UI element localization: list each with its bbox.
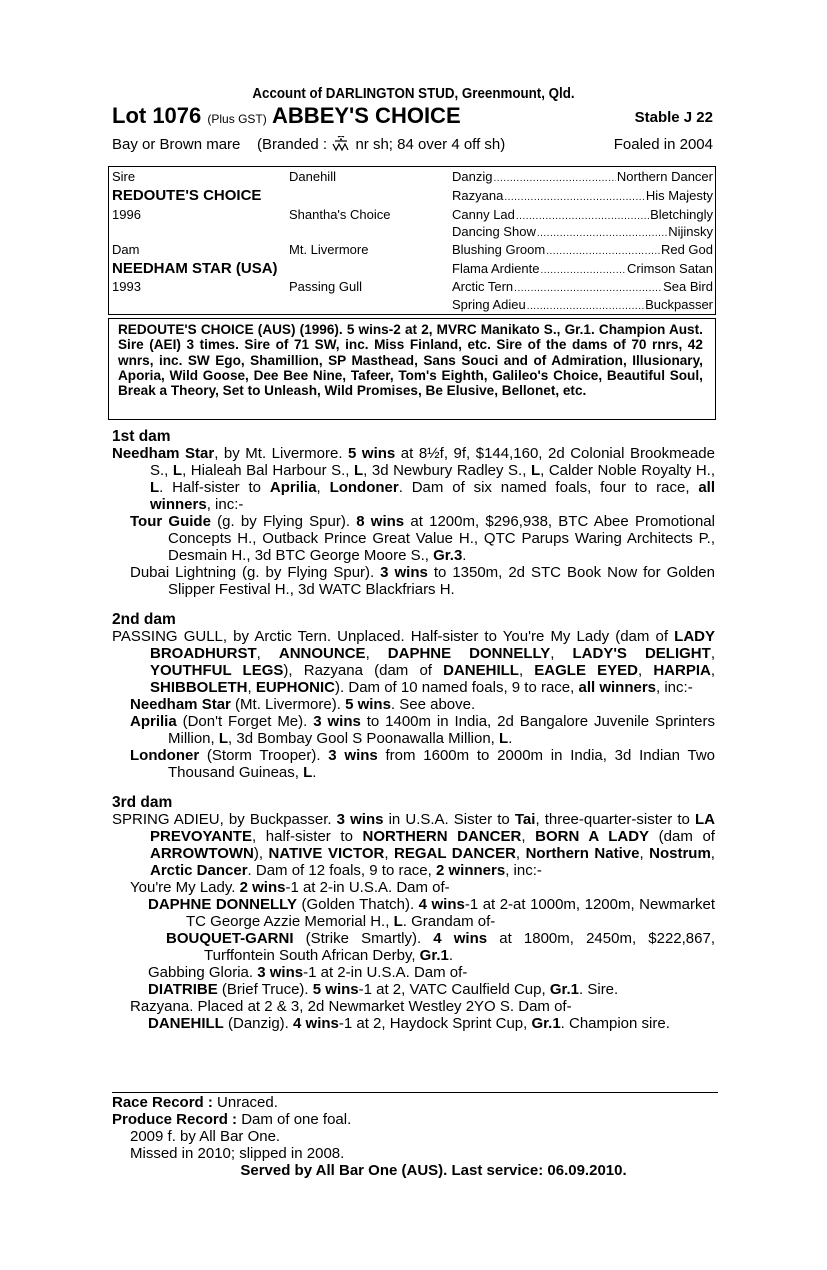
produce-record-label: Produce Record : xyxy=(112,1111,238,1128)
leader-dots xyxy=(516,211,649,222)
bold-run: Needham Star xyxy=(112,445,215,462)
bold-run: EAGLE EYED xyxy=(534,662,638,679)
service-note: Served by All Bar One (AUS). Last service: 06.09.2010. xyxy=(240,1162,627,1179)
sire-year: 1996 xyxy=(112,207,141,222)
bold-run: DIATRIBE xyxy=(148,981,218,998)
lot-title xyxy=(112,103,461,129)
bold-run: 4 wins xyxy=(433,930,488,947)
bold-run: LADY BROADHURST xyxy=(150,628,715,662)
stable-code: Stable J 22 xyxy=(634,109,713,126)
bold-run: L xyxy=(499,730,509,747)
description-line xyxy=(112,136,713,153)
bold-run: SHIBBOLETH xyxy=(150,679,248,696)
third-gen-right: His Majesty xyxy=(645,188,713,203)
bold-run: Londoner xyxy=(130,747,200,764)
bold-run: 3 wins xyxy=(380,564,428,581)
progeny-entry: Razyana. Placed at 2 & 3, 2d Newmarket Westley 2YO S. Dam of- xyxy=(130,998,572,1015)
family-content xyxy=(112,428,715,1032)
third-gen-row xyxy=(452,279,713,294)
bold-run: HARPIA xyxy=(653,662,711,679)
third-gen-right: Bletchingly xyxy=(650,207,713,222)
dam-sire: Mt. Livermore xyxy=(289,242,369,257)
bold-run: LA PREVOYANTE xyxy=(150,811,715,845)
race-record-value: Unraced. xyxy=(217,1094,278,1111)
third-gen-row xyxy=(452,297,713,312)
brand-mark-icon xyxy=(331,136,351,152)
third-gen-right: Nijinsky xyxy=(668,224,713,239)
bold-run: 4 wins xyxy=(293,1015,339,1032)
bold-run: 5 wins xyxy=(348,445,396,462)
third-gen-left: Spring Adieu xyxy=(452,297,526,312)
bold-run: Aprilia xyxy=(130,713,177,730)
bold-run: Northern Native xyxy=(525,845,640,862)
leader-dots xyxy=(546,246,660,257)
section-heading-1st-dam: 1st dam xyxy=(112,428,171,445)
race-record xyxy=(112,1094,715,1111)
progeny-entry: Needham Star (Mt. Livermore). 5 wins. See above. xyxy=(130,696,476,713)
bold-run: Gr.1 xyxy=(419,947,449,964)
third-gen-left: Razyana xyxy=(452,188,504,203)
bold-run: YOUTHFUL LEGS xyxy=(150,662,284,679)
plus-gst-note: (Plus GST) xyxy=(207,112,267,126)
bold-run: Tour Guide xyxy=(130,513,211,530)
progeny-entry: DAPHNE DONNELLY (Golden Thatch). 4 wins-1 at 2-at 1000m, 1200m, Newmarket TC George Azzie Memorial H., L. Grandam of- xyxy=(148,896,715,930)
bold-run: LADY'S DELIGHT xyxy=(572,645,711,662)
progeny-entry: Dubai Lightning (g. by Flying Spur). 3 wins to 1350m, 2d STC Book Now for Golden Slipper Festival H., 3d WATC Blackfriars H. xyxy=(130,564,715,598)
third-gen-right: Sea Bird xyxy=(663,279,713,294)
description-suffix: nr sh; 84 over 4 off sh) xyxy=(355,136,506,153)
pedigree-table xyxy=(108,166,716,315)
progeny-entry: Tour Guide (g. by Flying Spur). 8 wins at 1200m, $296,938, BTC Abee Promotional Concepts H., Outback Prince Great Value H., QTC Parups Waring Architects P., Desmain H., 3d BTC George Moore S., Gr.3. xyxy=(130,513,715,564)
lot-number: Lot 1076 xyxy=(112,103,202,128)
bold-run: 5 wins xyxy=(312,981,359,998)
bold-run: 3 wins xyxy=(336,811,384,828)
leader-dots xyxy=(504,192,645,203)
third-gen-row xyxy=(452,261,713,276)
bold-run: 2 wins xyxy=(239,879,286,896)
bold-run: DAPHNE DONNELLY xyxy=(387,645,551,662)
bold-run: Nostrum xyxy=(649,845,711,862)
bold-run: BORN A LADY xyxy=(535,828,650,845)
bold-run: Londoner xyxy=(329,479,399,496)
bold-run: EUPHONIC xyxy=(255,679,336,696)
third-gen-row xyxy=(452,188,713,203)
bold-run: DANEHILL xyxy=(148,1015,224,1032)
bold-run: all winners xyxy=(150,479,716,513)
third-gen-row xyxy=(452,242,713,257)
lot-header xyxy=(112,103,713,131)
section-heading-2nd-dam: 2nd dam xyxy=(112,611,176,628)
third-gen-row xyxy=(452,207,713,222)
bold-run: all winners xyxy=(578,679,657,696)
progeny-entry: Londoner (Storm Trooper). 3 wins from 1600m to 2000m in India, 3d Indian Two Thousand Guineas, L. xyxy=(130,747,715,781)
produce-record-value: Dam of one foal. xyxy=(241,1111,352,1128)
leader-dots xyxy=(527,301,644,312)
bold-run: L xyxy=(354,462,364,479)
dam-label: Dam xyxy=(112,242,140,257)
records-footer xyxy=(112,1094,715,1179)
third-gen-left: Canny Lad xyxy=(452,207,515,222)
bold-run: 3 wins xyxy=(257,964,304,981)
bold-run: L xyxy=(172,462,183,479)
third-gen-left: Blushing Groom xyxy=(452,242,546,257)
third-gen-left: Flama Ardiente xyxy=(452,261,540,276)
bold-run: Gr.1 xyxy=(531,1015,561,1032)
progeny-entry: You're My Lady. 2 wins-1 at 2-in U.S.A. Dam of- xyxy=(130,879,450,896)
bold-run: 3 wins xyxy=(313,713,361,730)
bold-run: Aprilia xyxy=(269,479,317,496)
progeny-entry: Gabbing Gloria. 3 wins-1 at 2-in U.S.A. Dam of- xyxy=(148,964,468,981)
leader-dots xyxy=(537,228,667,239)
bold-run: 8 wins xyxy=(356,513,405,530)
leader-dots xyxy=(493,173,615,184)
dam-name: NEEDHAM STAR (USA) xyxy=(112,260,278,277)
third-gen-left: Dancing Show xyxy=(452,224,536,239)
third-gen-right: Red God xyxy=(660,242,713,257)
dam-dam: Passing Gull xyxy=(289,279,362,294)
progeny-entry: DIATRIBE (Brief Truce). 5 wins-1 at 2, VATC Caulfield Cup, Gr.1. Sire. xyxy=(148,981,619,998)
dam-entry: SPRING ADIEU, by Buckpasser. 3 wins in U.S.A. Sister to Tai, three-quarter-sister to LA PREVOYANTE, half-sister to NORTHERN DANCER, BORN A LADY (dam of ARROWTOWN), NATIVE VICTOR, REGAL DANCER, Northern Native, Nostrum, Arctic Dancer. Dam of 12 foals, 9 to race, 2 winners, inc:- xyxy=(112,811,715,879)
third-gen-right: Northern Dancer xyxy=(616,169,713,184)
dam-entry: Needham Star, by Mt. Livermore. 5 wins at 8½f, 9f, $144,160, 2d Colonial Brookmeade S., L, Hialeah Bal Harbour S., L, 3d Newbury Radley S., L, Calder Noble Royalty H., L. Half-sister to Aprilia, Londoner. Dam of six named foals, four to race, all winners, inc:- xyxy=(112,445,716,513)
third-gen-row xyxy=(452,224,713,239)
progeny-entry: DANEHILL (Danzig). 4 wins-1 at 2, Haydock Sprint Cup, Gr.1. Champion sire. xyxy=(148,1015,670,1032)
bold-run: REGAL DANCER xyxy=(394,845,516,862)
bold-run: DAPHNE DONNELLY xyxy=(148,896,297,913)
third-gen-left: Danzig xyxy=(452,169,493,184)
produce-line: 2009 f. by All Bar One. xyxy=(130,1128,281,1145)
bold-run: 3 wins xyxy=(328,747,378,764)
bold-run: Gr.3 xyxy=(433,547,463,564)
bold-run: 2 winners xyxy=(435,862,506,879)
leader-dots xyxy=(514,283,662,294)
dam-year: 1993 xyxy=(112,279,141,294)
sire-sire: Danehill xyxy=(289,169,336,184)
bold-run: Arctic Dancer xyxy=(150,862,248,879)
section-heading-3rd-dam: 3rd dam xyxy=(112,794,173,811)
third-gen-left: Arctic Tern xyxy=(452,279,514,294)
bold-run: DANEHILL xyxy=(443,662,519,679)
third-gen-row xyxy=(452,169,713,184)
bold-run: BOUQUET-GARNI xyxy=(166,930,294,947)
third-gen-right: Buckpasser xyxy=(645,297,713,312)
bold-run: ANNOUNCE xyxy=(278,645,366,662)
produce-record xyxy=(112,1111,715,1128)
bold-run: ARROWTOWN xyxy=(150,845,254,862)
bold-run: L xyxy=(303,764,313,781)
bold-run: 5 wins xyxy=(345,696,391,713)
produce-line: Missed in 2010; slipped in 2008. xyxy=(130,1145,345,1162)
bold-run: Needham Star xyxy=(130,696,231,713)
bold-run: Tai xyxy=(514,811,536,828)
sire-name: REDOUTE'S CHOICE xyxy=(112,187,262,204)
race-record-label: Race Record : xyxy=(112,1094,213,1111)
footer-divider xyxy=(112,1092,718,1093)
sire-summary-text: REDOUTE'S CHOICE (AUS) (1996). 5 wins-2 at 2, MVRC Manikato S., Gr.1. Champion Aust. Sire (AEI) 3 times. Sire of 71 SW, inc. Miss Finland, etc. Sire of the dams of 70 rnrs, 42 wnrs, inc. SW Ego, Shamillion, SP Masthead, Sans Souci and of Admiration, Illusionary, Aporia, Wild Goose, Dee Bee Nine, Tafeer, Tom's Eighth, Galileo's Choice, Beautiful Soul, Break a Theory, Set to Unleash, Wild Promises, Be Elusive, Bellonet, etc. xyxy=(118,321,703,399)
progeny-entry: BOUQUET-GARNI (Strike Smartly). 4 wins at 1800m, 2450m, $222,867, Turffontein South African Derby, Gr.1. xyxy=(166,930,715,964)
foaled-year: Foaled in 2004 xyxy=(613,136,713,153)
leader-dots xyxy=(540,265,626,276)
sire-summary-box xyxy=(108,318,716,420)
third-gen-right: Crimson Satan xyxy=(627,261,713,276)
bold-run: NATIVE VICTOR xyxy=(268,845,385,862)
description-prefix: Bay or Brown mare (Branded : xyxy=(112,136,328,153)
bold-run: L xyxy=(218,730,229,747)
bold-run: L xyxy=(530,462,541,479)
dam-entry: PASSING GULL, by Arctic Tern. Unplaced. Half-sister to You're My Lady (dam of LADY BROADHURST, ANNOUNCE, DAPHNE DONNELLY, LADY'S DELIGHT, YOUTHFUL LEGS), Razyana (dam of DANEHILL, EAGLE EYED, HARPIA, SHIBBOLETH, EUPHONIC). Dam of 10 named foals, 9 to race, all winners, inc:- xyxy=(112,628,716,696)
consignor-line: Account of DARLINGTON STUD, Greenmount, Qld. xyxy=(252,86,575,102)
bold-run: L xyxy=(393,913,403,930)
bold-run: L xyxy=(150,479,160,496)
sire-dam: Shantha's Choice xyxy=(289,207,391,222)
progeny-entry: Aprilia (Don't Forget Me). 3 wins to 1400m in India, 2d Bangalore Juvenile Sprinters Million, L, 3d Bombay Gool S Poonawalla Million, L. xyxy=(130,713,715,747)
bold-run: NORTHERN DANCER xyxy=(362,828,522,845)
sire-label: Sire xyxy=(112,169,136,184)
horse-name: ABBEY'S CHOICE xyxy=(272,103,461,128)
bold-run: 4 wins xyxy=(418,896,465,913)
bold-run: Gr.1 xyxy=(549,981,580,998)
